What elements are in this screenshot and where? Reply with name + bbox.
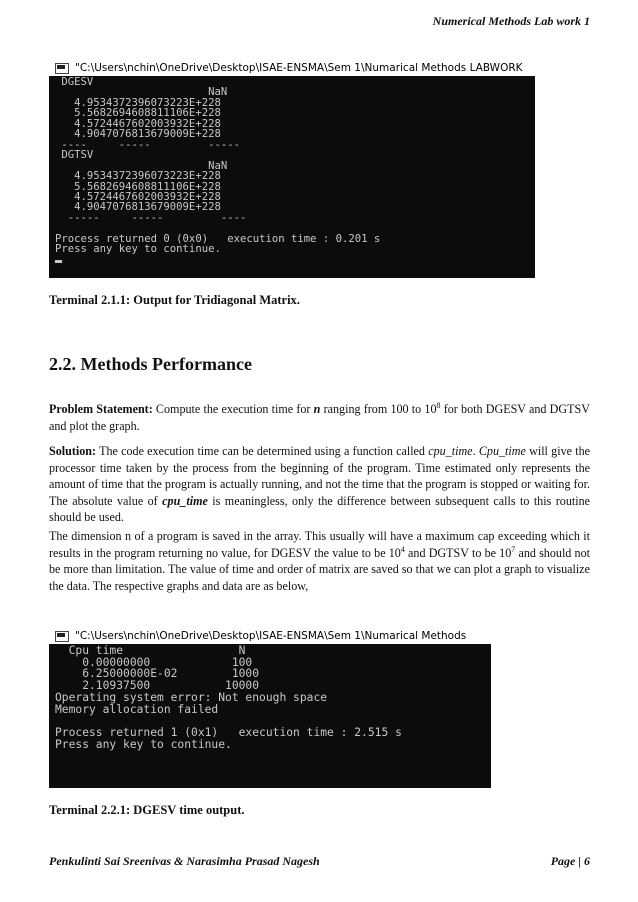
terminal-line: Memory allocation failed <box>55 702 219 716</box>
problem-statement <box>49 401 590 434</box>
exponent: 8 <box>436 400 441 410</box>
page-footer <box>49 854 590 869</box>
terminal-line: NaN <box>55 159 228 172</box>
terminal-line: DGTSV <box>55 149 94 162</box>
solution-label: Solution: <box>49 444 97 458</box>
solution-text: . <box>472 444 479 458</box>
solution-paragraph <box>49 443 590 526</box>
terminal-title: "C:\Users\nchin\OneDrive\Desktop\ISAE-ENSMA\Sem 1\Numarical Methods LABWORK <box>75 62 523 74</box>
dimension-paragraph <box>49 528 590 594</box>
dimension-text: and DGTSV to be 10 <box>404 545 512 560</box>
terminal-line: 0.00000000 100 <box>55 655 253 669</box>
caption-terminal-2-2-1: Terminal 2.2.1: DGESV time output. <box>49 803 245 817</box>
terminal-screenshot-dgesv <box>49 628 491 788</box>
exponent: 4 <box>400 544 405 554</box>
terminal-cursor <box>55 260 62 263</box>
solution-text: will give the processor time taken by the process from the beginning of the program. Time estimated only represents the amount of time that the program is actually running, and not the time that the program is stopped or waiting for. The absolute value of <box>49 444 590 508</box>
dimension-text: The dimension n of a program is saved in the array. This usually will have a maximum cap exceeding which it results in the program returning no value, for DGESV the value to be 10 <box>49 529 590 560</box>
function-name: cpu_time <box>428 444 473 458</box>
terminal-line: 5.5682694608811106E+228 <box>55 107 221 120</box>
terminal-output <box>49 644 491 750</box>
terminal-line: 4.9047076813679009E+228 <box>55 201 221 214</box>
terminal-line: Process returned 0 (0x0) execution time : 0.201 s <box>55 232 381 245</box>
console-window-icon <box>55 63 69 74</box>
terminal-line: 5.5682694608811106E+228 <box>55 180 221 193</box>
terminal-line: Operating system error: Not enough space <box>55 690 328 704</box>
terminal-output <box>49 76 535 265</box>
problem-text: Compute the execution time for <box>152 402 314 416</box>
terminal-line: Press any key to continue. <box>55 243 221 256</box>
variable-n: n <box>313 402 321 416</box>
terminal-line: 4.9534372396073223E+228 <box>55 170 221 183</box>
terminal-title: "C:\Users\nchin\OneDrive\Desktop\ISAE-ENSMA\Sem 1\Numarical Methods <box>75 630 467 642</box>
terminal-line: Press any key to continue. <box>55 737 232 751</box>
function-name: cpu_time <box>162 493 208 508</box>
problem-label: Problem Statement: <box>49 402 153 416</box>
terminal-line: 4.9534372396073223E+228 <box>55 96 221 109</box>
terminal-line: 4.5724467602003932E+228 <box>55 190 221 203</box>
terminal-line: DGESV <box>55 76 94 88</box>
exponent: 7 <box>511 544 516 554</box>
problem-text: ranging from 100 to 10 <box>320 402 437 416</box>
caption-terminal-2-1-1: Terminal 2.1.1: Output for Tridiagonal Matrix. <box>49 293 300 307</box>
dimension-text: and should not be more than limitation. The value of time and order of matrix are saved so that we can plot a graph to visualize the data. The respective graphs and data are as below, <box>49 545 590 593</box>
terminal-line: ----- ----- ---- <box>55 211 247 224</box>
solution-text: The code execution time can be determined using a function called <box>96 444 429 458</box>
terminal-line: 2.10937500 10000 <box>55 679 260 693</box>
page-number: Page | 6 <box>550 854 590 868</box>
footer-authors: Penkulinti Sai Sreenivas & Narasimha Prasad Nagesh <box>49 854 320 868</box>
terminal-line: Cpu time N <box>55 644 246 657</box>
running-header: Numerical Methods Lab work 1 <box>432 14 590 28</box>
terminal-titlebar <box>49 628 491 644</box>
terminal-line: ---- ----- ----- <box>55 138 240 151</box>
section-heading: 2.2. Methods Performance <box>49 354 252 374</box>
problem-text: for both DGESV and DGTSV and plot the graph. <box>49 402 590 433</box>
terminal-line: 4.9047076813679009E+228 <box>55 128 221 141</box>
function-name: Cpu_time <box>478 444 526 458</box>
console-window-icon <box>55 631 69 642</box>
terminal-line: 4.5724467602003932E+228 <box>55 117 221 130</box>
terminal-line: Process returned 1 (0x1) execution time : 2.515 s <box>55 725 402 739</box>
terminal-line: NaN <box>55 86 228 99</box>
terminal-screenshot-tridiagonal <box>49 60 535 278</box>
terminal-titlebar <box>49 60 535 76</box>
terminal-line: 6.25000000E-02 1000 <box>55 667 260 681</box>
solution-text: is meaningless, only the difference between subsequent calls to this routine should be used. <box>49 493 590 525</box>
